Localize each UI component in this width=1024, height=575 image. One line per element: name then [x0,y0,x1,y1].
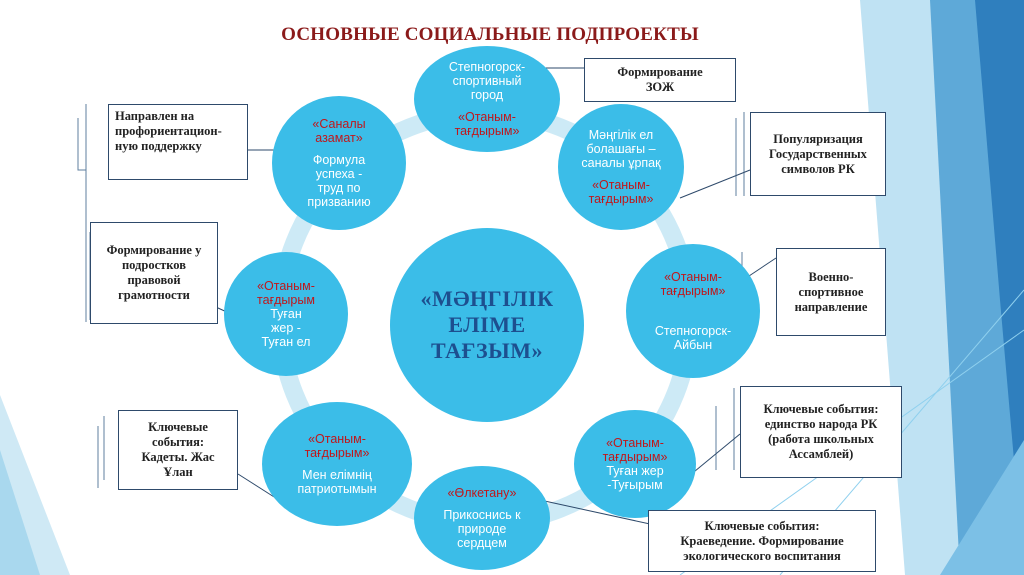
note-unity [740,386,902,478]
node-text: Туған ел [261,335,311,349]
note-text: ЗОЖ [645,80,675,94]
note-text: Ұлан [163,465,193,479]
center-line-1: «МӘҢГІЛІК [420,286,554,311]
node-text: патриотымын [297,482,377,496]
node-red-text: «Отаным- [592,178,650,192]
note-text: Направлен на [115,109,195,123]
node-red-text: «Отаным- [257,279,315,293]
center-line-2: ЕЛІМЕ [448,312,526,337]
note-text: Ключевые [148,420,208,434]
note-text: Формирование [617,65,703,79]
note-career [108,104,248,180]
node-text: город [470,88,504,102]
node-red-text: «Саналы [312,117,366,131]
node-red-text: азамат» [315,131,363,145]
note-text: Ключевые события: [704,518,820,533]
note-text: подростков [121,258,187,272]
note-legal [90,222,218,324]
note-text: (работа школьных [768,432,874,446]
center-line-3: ТАҒЗЫМ» [431,338,543,363]
note-text: Ассамблей) [788,447,854,461]
node-text: Айбын [673,338,713,352]
page-title: ОСНОВНЫЕ СОЦИАЛЬНЫЕ ПОДПРОЕКТЫ [281,24,699,45]
node-text: Прикоснись к [443,508,521,522]
note-local-history [648,510,876,572]
note-text: единство народа РК [764,417,878,431]
node-mangilik-el [558,104,684,230]
node-text: успеха - [315,167,363,181]
note-cadets [118,410,238,490]
node-red-text: тағдырым» [660,284,726,298]
note-symbols [750,112,886,196]
node-text: призванию [307,195,371,209]
note-text: Государственных [769,146,867,161]
node-red-text: «Отаным- [606,436,664,450]
note-text: ную поддержку [115,139,202,153]
node-text: спортивный [452,74,522,88]
note-zozh [584,58,736,102]
note-text: правовой [127,273,181,287]
node-text: саналы ұрпақ [581,156,661,170]
node-patriot [262,402,412,526]
node-text: Степногорск- [654,324,732,338]
node-red-text: тағдырым» [588,192,654,206]
note-text: символов РК [781,161,855,176]
note-text: Кадеты. Жас [141,450,215,464]
note-text: грамотности [118,288,190,302]
node-text: Туған жер [606,464,664,478]
note-text: профориентацион- [115,124,222,138]
node-sanaly-azamat [272,96,406,230]
node-text: жер - [271,321,301,335]
note-military [776,248,886,336]
node-red-text: «Отаным- [664,270,722,284]
note-text: направление [794,299,868,314]
node-text: Мен елімнің [302,468,372,482]
node-text: Формула [312,153,366,167]
note-text: Популяризация [773,131,863,146]
node-red-text: тағдырым [257,293,315,307]
node-red-text: тағдырым» [602,450,668,464]
node-red-text: тағдырым» [454,124,520,138]
note-text: Формирование у [106,243,202,257]
node-text: болашағы – [586,142,656,156]
node-text: природе [457,522,507,536]
note-text: Ключевые события: [763,402,879,416]
note-text: спортивное [798,284,864,299]
node-tugan-zher-el [224,252,348,376]
node-sports-city [414,46,560,152]
node-red-text: «Отаным- [308,432,366,446]
note-text: события: [151,435,205,449]
note-text: Военно- [808,269,854,284]
node-text: Туған [270,307,302,321]
node-text: Степногорск- [448,60,526,74]
node-red-text: «Өлкетану» [447,486,517,500]
note-text: экологического воспитания [683,548,841,563]
node-red-text: «Отаным- [458,110,516,124]
node-stepnogorsk-aibyn [626,244,760,378]
node-text: -Туғырым [607,478,663,492]
node-olketanu [414,466,550,570]
node-red-text: тағдырым» [304,446,370,460]
note-text: Краеведение. Формирование [680,533,844,548]
node-text: сердцем [457,536,507,550]
node-text: Мәңгілік ел [588,128,654,142]
node-tugan-zher-tugyrym [574,410,696,518]
center-circle [390,228,584,422]
node-text: труд по [317,181,361,195]
